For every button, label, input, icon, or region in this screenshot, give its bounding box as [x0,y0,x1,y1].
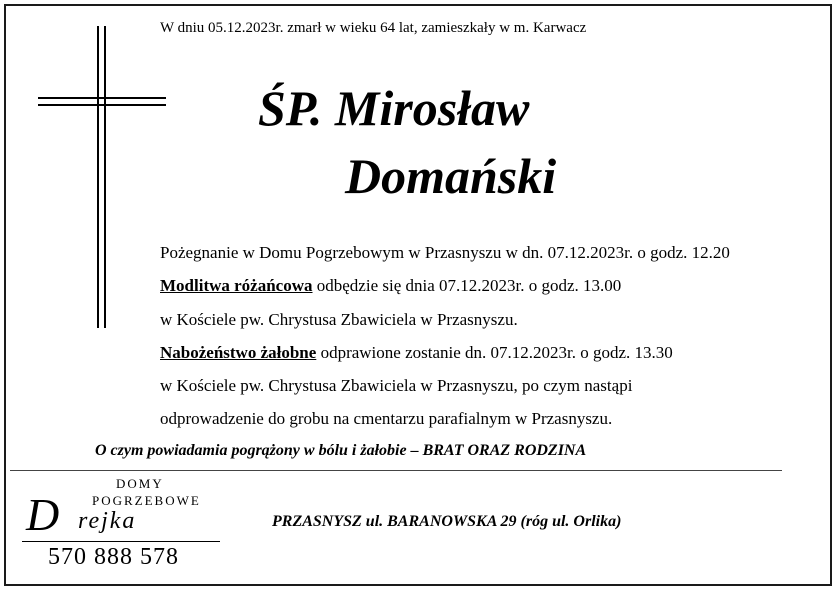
mass-label: Nabożeństwo żałobne [160,343,317,362]
family-notice: O czym powiadamia pogrążony w bólu i żałobie – BRAT ORAZ RODZINA [95,442,587,459]
footer-divider [10,470,782,471]
cross-horizontal-bar [38,97,166,99]
cross-vertical-bar [97,26,99,328]
farewell-line: Pożegnanie w Domu Pogrzebowym w Przasnyszu w dn. 07.12.2023r. o godz. 12.20 [160,243,730,262]
logo-rule [22,541,220,542]
mass-line [160,343,673,363]
deceased-name-line1: ŚP. Mirosław [258,80,530,136]
mass-place-line: w Kościele pw. Chrystusa Zbawiciela w Przasnyszu, po czym nastąpi [160,376,633,395]
deceased-name-line2: Domański [345,148,557,204]
rosary-label: Modlitwa różańcowa [160,276,313,295]
logo-pogrzebowe-text: POGRZEBOWE [92,493,201,508]
cross-vertical-bar [104,26,106,328]
rosary-place-line: w Kościele pw. Chrystusa Zbawiciela w Przasnyszu. [160,310,518,329]
logo-initial: D [26,489,60,540]
rosary-details: odbędzie się dnia 07.12.2023r. o godz. 13.00 [312,276,622,295]
logo-name: rejka [78,508,137,534]
mass-details: odprawione zostanie dn. 07.12.2023r. o godz. 13.30 [316,343,673,362]
phone-number: 570 888 578 [48,544,179,570]
burial-line: odprowadzenie do grobu na cmentarzu parafialnym w Przasnyszu. [160,409,613,428]
death-announcement: W dniu 05.12.2023r. zmarł w wieku 64 lat, zamieszkały w m. Karwacz [160,20,587,36]
rosary-line [160,276,621,296]
logo-domy-text: DOMY [116,476,164,491]
funeral-home-address: PRZASNYSZ ul. BARANOWSKA 29 (róg ul. Orlika) [272,513,622,530]
cross-horizontal-bar [38,104,166,106]
funeral-home-logo [12,474,242,579]
